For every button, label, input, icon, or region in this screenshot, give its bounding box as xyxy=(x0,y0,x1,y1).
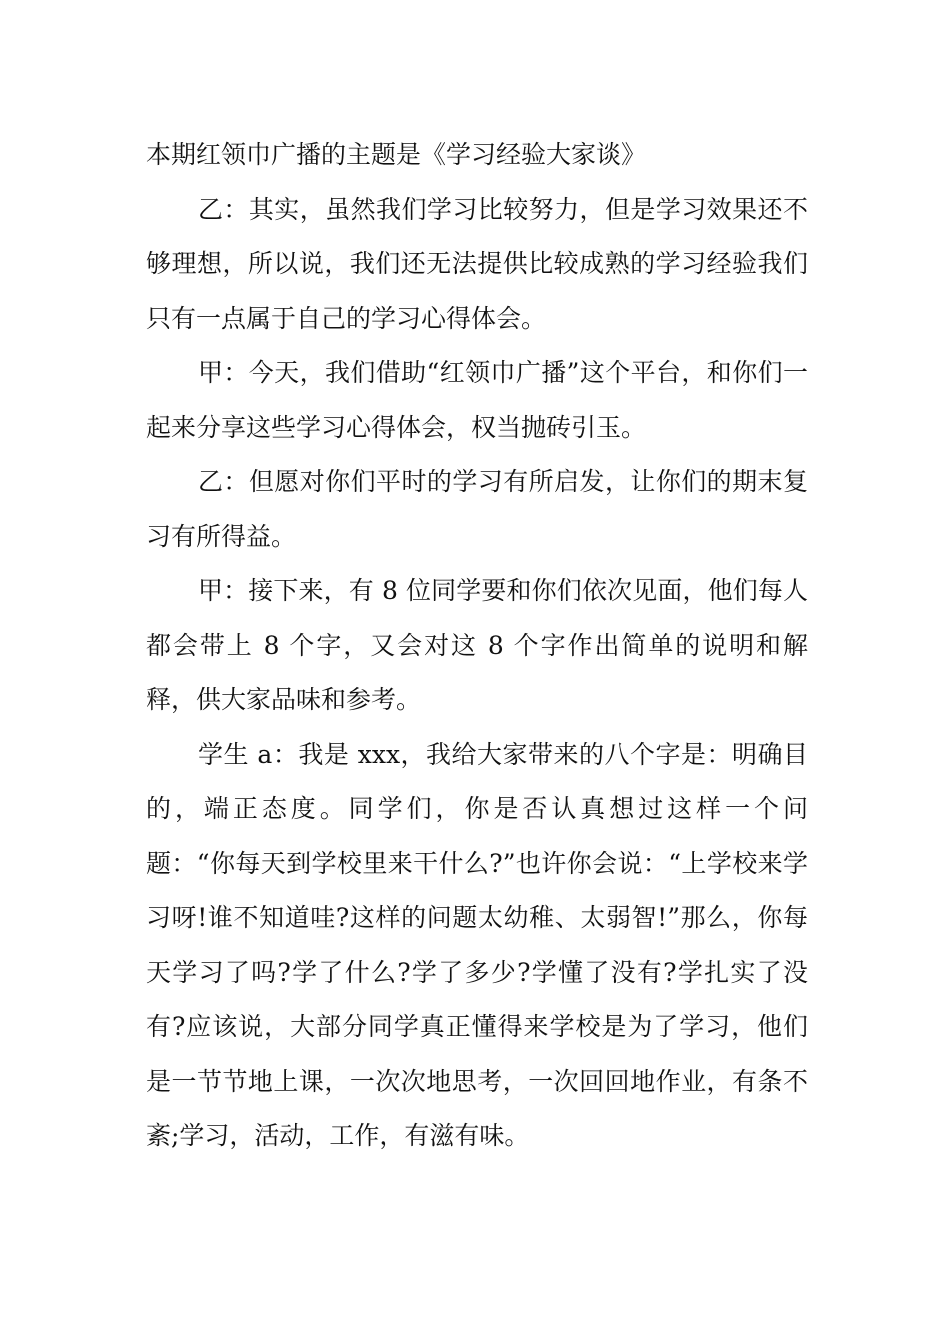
paragraph-student-a: 学生 a：我是 xxx，我给大家带来的八个字是：明确目的，端正态度。同学们，你是否认真想过这样一个问题：“你每天到学校里来干什么?”也许你会说：“上学校来学习呀!谁不知道哇?这样的问题太幼稚、太弱智!”那么，你每天学习了吗?学了什么?学了多少?学懂了没有?学扎实了没有?应该说，大部分同学真正懂得来学校是为了学习，他们是一节节地上课，一次次地思考，一次回回地作业，有条不紊;学习，活动，工作，有滋有味。 xyxy=(146,739,808,1150)
paragraph-jia-1: 甲：今天，我们借助“红领巾广播”这个平台，和你们一起来分享这些学习心得体会，权当抛砖引玉。 xyxy=(146,358,808,442)
paragraph-yi-2: 乙：但愿对你们平时的学习有所启发，让你们的期末复习有所得益。 xyxy=(146,467,808,551)
paragraph-jia-2: 甲：接下来，有 8 位同学要和你们依次见面，他们每人都会带上 8 个字，又会对这 8 个字作出简单的说明和解释，供大家品味和参考。 xyxy=(146,576,808,714)
document-body xyxy=(146,128,808,1164)
paragraph-yi-1: 乙：其实，虽然我们学习比较努力，但是学习效果还不够理想，所以说，我们还无法提供比较成熟的学习经验我们只有一点属于自己的学习心得体会。 xyxy=(146,194,808,333)
paragraph-intro: 本期红领巾广播的主题是《学习经验大家谈》 xyxy=(146,140,647,169)
